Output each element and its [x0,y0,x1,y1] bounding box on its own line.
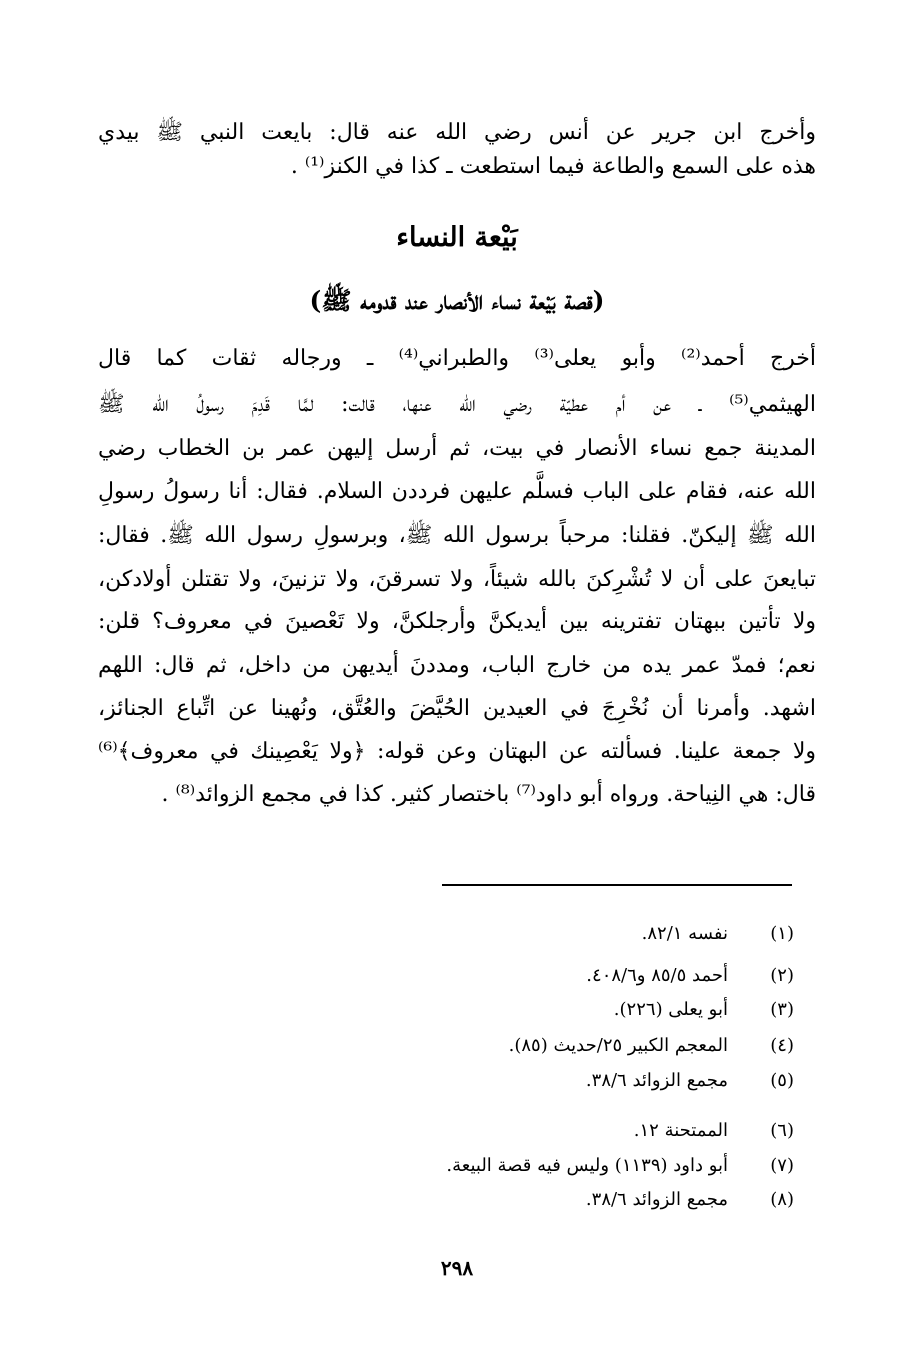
narration-line-1: أخرج أحمد⁽²⁾ وأبو يعلى⁽³⁾ والطبراني⁽⁴⁾ ـ ورجاله ثقات كما قال [98,346,816,371]
footnote-number: (٣) [770,999,794,1020]
footnote-text: مجمع الزوائد ٣٨/٦. [585,1070,728,1091]
footnote-8 [94,1186,794,1214]
narration-line-8: نعم؛ فمدّ عمر يده من خارج الباب، ومددنَ أيديهن من داخل، ثم قال: اللهم [98,653,816,678]
narration-line-11: قال: هي النِياحة. ورواه أبو داود⁽⁷⁾ باختصار كثير. كذا في مجمع الزوائد⁽⁸⁾ . [161,782,816,807]
narration-line-7: ولا تأتين ببهتان تفترينه بين أيديكنَّ وأرجلكنَّ، ولا تَعْصينَ في معروف؟ قلن: [98,609,816,634]
footnote-text: أبو يعلى (٢٢٦). [613,999,728,1020]
footnote-1 [94,920,794,948]
section-title: بَيْعة النساء [396,222,518,253]
footnote-text: أبو داود (١١٣٩) وليس فيه قصة البيعة. [446,1155,728,1176]
narration-line-9: اشهد. وأمرنا أن نُخْرِجَ في العيدين الحُيَّضَ والعُتَّق، ونُهينا عن اتِّباع الجنائز، [98,696,816,721]
narration-line-10: ولا جمعة علينا. فسألته عن البهتان وعن قوله: ﴿ولا يَعْصِينك في معروف﴾⁽⁶⁾ [98,739,816,764]
footnote-number: (٨) [770,1189,794,1210]
footnote-4 [94,1032,794,1060]
subsection-title: (قصة بَيْعة نساء الأنصار عند قدومه ﷺ) [309,286,605,315]
footnote-number: (٦) [770,1120,794,1141]
footnote-2 [94,962,794,990]
narration-line-3: المدينة جمع نساء الأنصار في بيت، ثم أرسل إليهن عمر بن الخطاب رضي [98,436,816,461]
footnote-number: (٤) [770,1035,794,1056]
footnote-7 [94,1152,794,1180]
footnote-text: أحمد ٨٥/٥ و٤٠٨/٦. [586,965,728,986]
narration-line-6: تبايعنَ على أن لا تُشْرِكنَ بالله شيئاً، ولا تسرقنَ، ولا تزنينَ، ولا تقتلن أولادكن، [98,567,816,592]
footnote-separator [442,884,792,886]
footnote-number: (٧) [770,1155,794,1176]
narration-line-2: الهيثمي⁽⁵⁾ ـ عن أم عطيّة رضي الله عنها، قالت: لمَّا قَدِمَ رسولُ الله ﷺ [98,392,816,417]
footnote-text: المعجم الكبير ٢٥/حديث (٨٥). [508,1035,728,1056]
footnote-number: (٥) [770,1070,794,1091]
intro-line-1: وأخرج ابن جرير عن أنس رضي الله عنه قال: بايعت النبي ﷺ بيدي [98,120,816,145]
narration-line-4: الله عنه، فقام على الباب فسلَّم عليهن فرددن السلام. فقال: أنا رسولُ رسولِ [98,479,816,504]
footnote-text: الممتحنة ١٢. [633,1120,728,1141]
footnote-number: (١) [770,923,794,944]
footnote-6 [94,1117,794,1145]
footnote-text: نفسه ٨٢/١. [641,923,728,944]
footnote-3 [94,996,794,1024]
footnote-text: مجمع الزوائد ٣٨/٦. [585,1189,728,1210]
footnote-5 [94,1067,794,1095]
page-number: ٢٩٨ [440,1256,474,1280]
narration-line-5: الله ﷺ إليكنّ. فقلنا: مرحباً برسول الله ﷺ، وبرسولِ رسول الله ﷺ. فقال: [98,523,816,548]
intro-line-2: هذه على السمع والطاعة فيما استطعت ـ كذا في الكنز⁽¹⁾ . [290,154,816,179]
footnote-number: (٢) [770,965,794,986]
